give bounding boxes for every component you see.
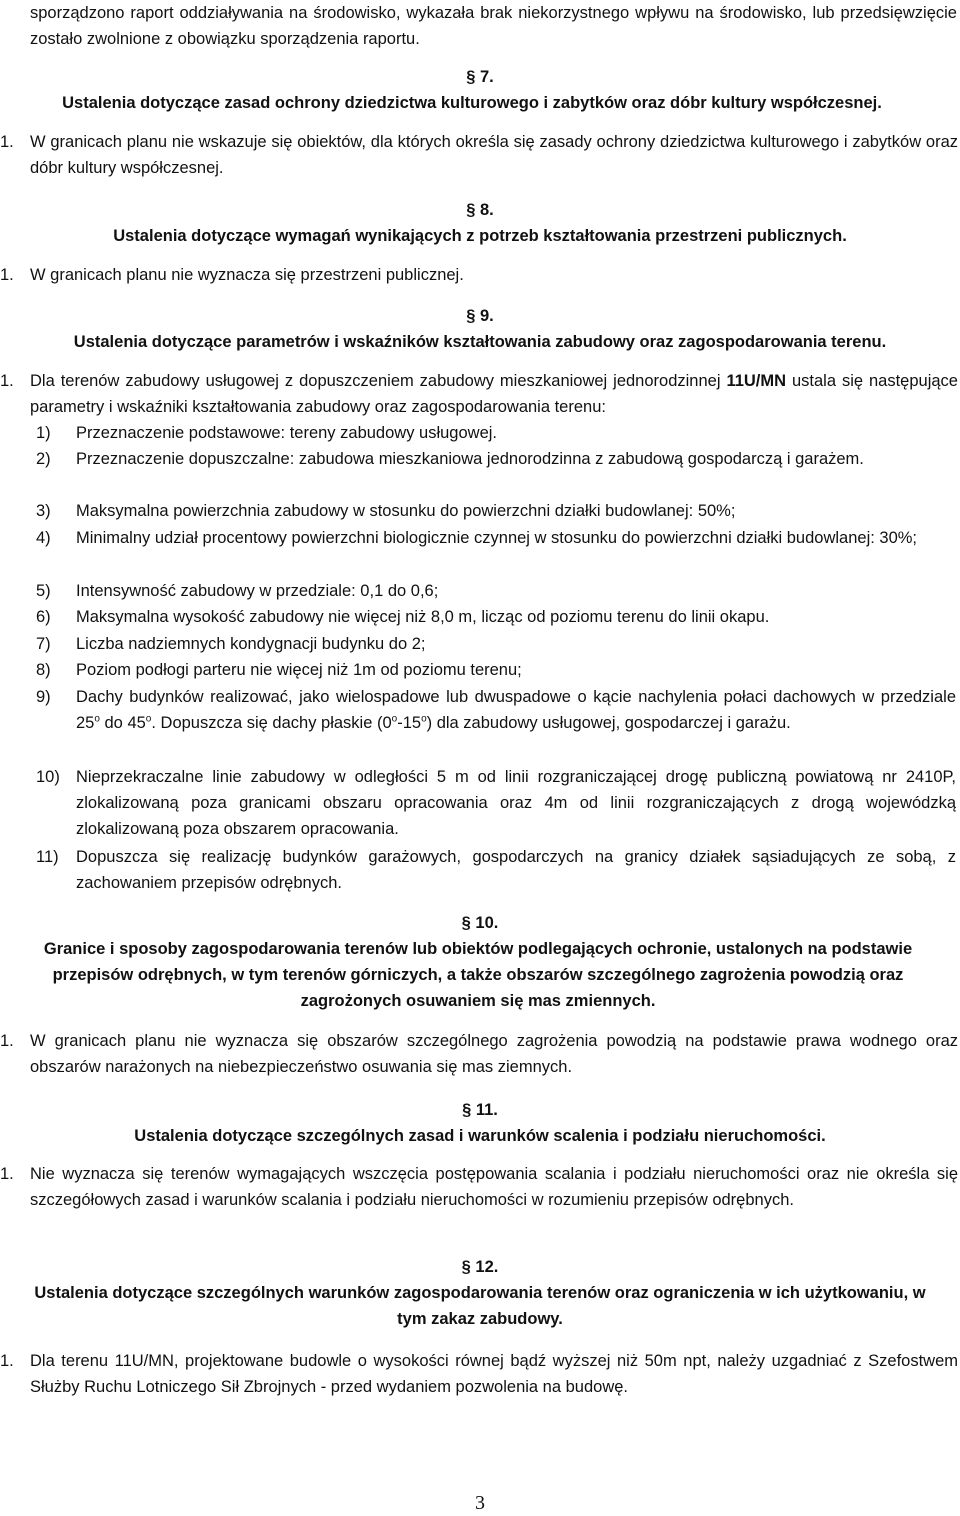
degree-sup: o <box>421 713 427 725</box>
degree-sup: o <box>391 713 398 725</box>
list-number: 5) <box>36 582 51 600</box>
section-9-title: Ustalenia dotyczące parametrów i wskaźników kształtowania zabudowy oraz zagospodarowania terenu. <box>73 333 887 351</box>
list-number: 7) <box>36 635 51 653</box>
list-number: 3) <box>36 502 51 520</box>
list-text-part: . Dopuszcza się dachy płaskie (0 <box>151 714 392 732</box>
list-text: Dopuszcza się realizację budynków garażowych, gospodarczych na granicy działek sąsiadujących ze sobą, z zachowaniem przepisów odrębnych. <box>76 848 956 892</box>
list-item <box>36 446 956 472</box>
list-text: Nieprzekraczalne linie zabudowy w odległości 5 m od linii rozgraniczającej drogę publiczną powiatową nr 2410P, zlokalizowaną poza granicami obszaru opracowania oraz 4m od linii rozgraniczających z drogą wojewódzką zlokalizowaną poza obszarem opracowania. <box>76 768 956 838</box>
list-text: Przeznaczenie podstawowe: tereny zabudowy usługowej. <box>76 424 497 442</box>
list-number: 6) <box>36 608 51 626</box>
list-number: 1) <box>36 424 51 442</box>
list-number: 4) <box>36 529 51 547</box>
section-12-number: § 12. <box>461 1258 499 1276</box>
section-12-title: Ustalenia dotyczące szczególnych warunków zagospodarowania terenów oraz ograniczenia w ich użytkowaniu, w tym zakaz zabudowy. <box>34 1284 926 1328</box>
item-number: 1. <box>0 1165 14 1183</box>
item-number: 1. <box>0 266 14 284</box>
item-number: 1. <box>0 1352 14 1370</box>
list-text: Poziom podłogi parteru nie więcej niż 1m od poziomu terenu; <box>76 661 522 679</box>
section-11-title: Ustalenia dotyczące szczególnych zasad i warunków scalenia i podziału nieruchomości. <box>134 1127 826 1145</box>
list-item <box>36 631 956 657</box>
section-10-number: § 10. <box>461 914 499 932</box>
section-8-title: Ustalenia dotyczące wymagań wynikających z potrzeb kształtowania przestrzeni publicznych. <box>113 227 847 245</box>
page-number: 3 <box>475 1492 485 1514</box>
zone-code: 11U/MN <box>726 372 787 390</box>
section-9-item-1 <box>0 368 958 420</box>
list-item <box>36 525 956 551</box>
list-text: Maksymalna wysokość zabudowy nie więcej niż 8,0 m, licząc od poziomu terenu do linii okapu. <box>76 608 770 626</box>
item-text: Dla terenu 11U/MN, projektowane budowle o wysokości równej bądź wyższej niż 50m npt, należy uzgadniać z Szefostwem Służby Ruchu Lotniczego Sił Zbrojnych - przed wydaniem pozwolenia na budowę. <box>30 1352 958 1396</box>
list-item <box>36 657 956 683</box>
list-text-part: do 45 <box>99 714 146 732</box>
section-8-number: § 8. <box>466 201 494 219</box>
section-7-number: § 7. <box>466 68 494 86</box>
intro-paragraph: sporządzono raport oddziaływania na środowisko, wykazała brak niekorzystnego wpływu na środowisko, lub przedsięwzięcie zostało zwolnione z obowiązku sporządzenia raportu. <box>30 4 957 48</box>
list-text: Intensywność zabudowy w przedziale: 0,1 do 0,6; <box>76 582 439 600</box>
item-text: W granicach planu nie wyznacza się obszarów szczególnego zagrożenia powodzią na podstawie prawa wodnego oraz obszarów narażonych na niebezpieczeństwo osuwania się mas ziemnych. <box>30 1032 958 1076</box>
list-number: 10) <box>36 768 60 786</box>
list-item <box>36 498 956 524</box>
list-number: 8) <box>36 661 51 679</box>
list-number: 11) <box>36 848 59 866</box>
item-number: 1. <box>0 1032 14 1050</box>
section-7-item-1 <box>0 129 958 181</box>
list-item <box>36 684 956 736</box>
list-text: Liczba nadziemnych kondygnacji budynku do 2; <box>76 635 426 653</box>
item-text: W granicach planu nie wyznacza się przestrzeni publicznej. <box>30 266 464 284</box>
degree-sup: o <box>145 713 152 725</box>
item-text: W granicach planu nie wskazuje się obiektów, dla których określa się zasady ochrony dziedzictwa kulturowego i zabytków oraz dóbr kultury współczesnej. <box>30 133 958 177</box>
item-text-part: Dla terenów zabudowy usługowej z dopuszczeniem zabudowy mieszkaniowej jednorodzinnej <box>30 372 727 390</box>
section-10-item-1 <box>0 1028 958 1080</box>
item-number: 1. <box>0 372 14 390</box>
list-item <box>36 578 956 604</box>
section-8-item-1 <box>0 262 958 288</box>
section-11-number: § 11. <box>462 1101 498 1119</box>
degree-sup: o <box>94 713 100 725</box>
section-12-item-1 <box>0 1348 958 1400</box>
section-9-number: § 9. <box>466 307 494 325</box>
section-7-title: Ustalenia dotyczące zasad ochrony dziedzictwa kulturowego i zabytków oraz dóbr kultury współczesnej. <box>62 94 882 112</box>
section-11-item-1 <box>0 1161 958 1213</box>
list-text-part: Dachy budynków realizować, jako wielospadowe lub dwuspadowe o kącie nachylenia połaci dachowych w przedziale 25 <box>76 688 956 732</box>
list-text-part: -15 <box>397 714 422 732</box>
list-text: Maksymalna powierzchnia zabudowy w stosunku do powierzchni działki budowlanej: 50%; <box>76 502 736 520</box>
list-item <box>36 604 956 630</box>
item-text: Nie wyznacza się terenów wymagających wszczęcia postępowania scalania i podziału nieruchomości oraz nie określa się szczegółowych zasad i warunków scalania i podziału nieruchomości w rozumieniu przepisów odrębnych. <box>30 1165 958 1209</box>
item-number: 1. <box>0 133 14 151</box>
list-item <box>36 844 956 896</box>
list-item <box>36 420 956 446</box>
list-text: Minimalny udział procentowy powierzchni biologicznie czynnej w stosunku do powierzchni działki budowlanej: 30%; <box>76 529 918 547</box>
list-item <box>36 764 956 842</box>
list-text: Przeznaczenie dopuszczalne: zabudowa mieszkaniowa jednorodzinna z zabudową gospodarczą i garażem. <box>76 450 864 468</box>
list-number: 2) <box>36 450 51 468</box>
list-text-part: ) dla zabudowy usługowej, gospodarczej i garażu. <box>426 714 791 732</box>
item-text-part: ustala się następujące parametry i wskaźniki kształtowania zabudowy oraz zagospodarowania terenu: <box>30 372 958 416</box>
section-10-title: Granice i sposoby zagospodarowania terenów lub obiektów podlegających ochronie, ustalonych na podstawie przepisów odrębnych, w tym terenów górniczych, a także obszarów szczególnego zagrożenia powodzią oraz zagrożonych osuwaniem się mas zmiennych. <box>43 940 913 1010</box>
list-text <box>76 684 956 736</box>
list-number: 9) <box>36 688 51 706</box>
